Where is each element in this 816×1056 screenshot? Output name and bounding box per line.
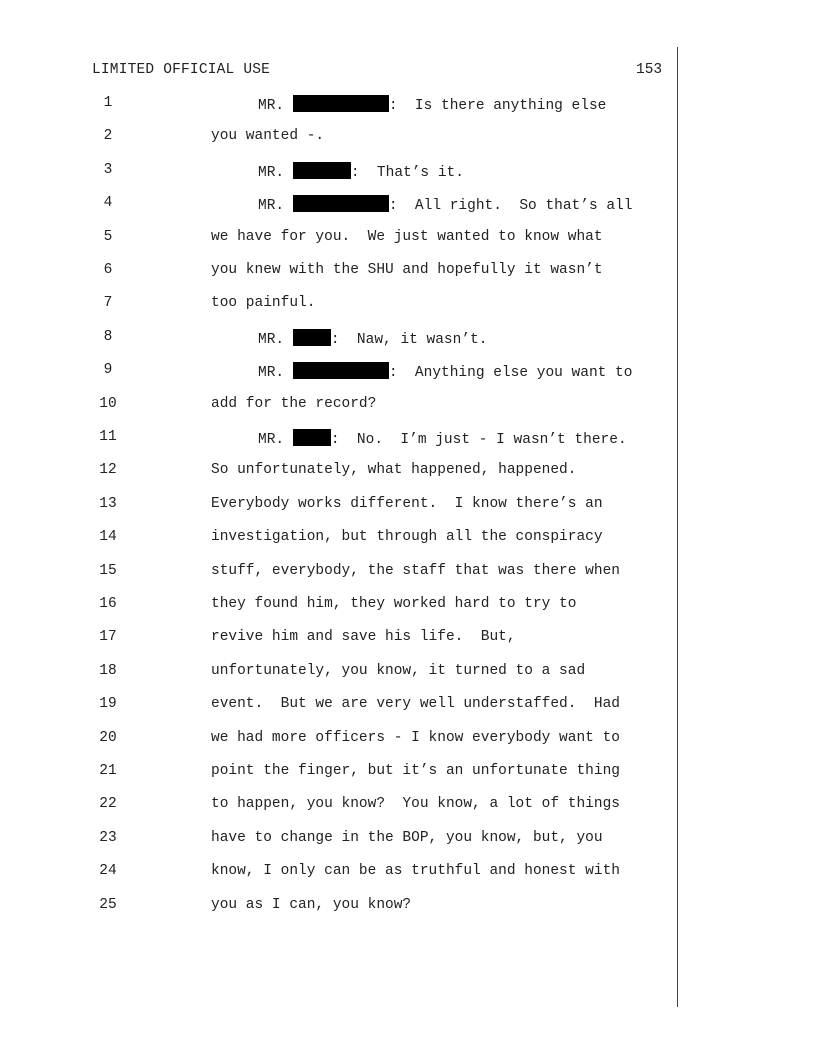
line-number: 17 bbox=[99, 629, 117, 646]
speaker-text: : Naw, it wasn’t. bbox=[330, 331, 488, 348]
transcript-line bbox=[0, 796, 680, 820]
transcript-line bbox=[0, 696, 680, 720]
speaker-prefix: MR. bbox=[258, 198, 293, 215]
speaker-prefix: MR. bbox=[258, 365, 293, 382]
speaker-line bbox=[258, 162, 464, 181]
line-text: investigation, but through all the conspiracy bbox=[211, 529, 603, 546]
transcript-line bbox=[0, 429, 680, 453]
line-number: 20 bbox=[99, 729, 117, 746]
redaction-box bbox=[293, 429, 331, 446]
transcript-line bbox=[0, 195, 680, 219]
line-number: 25 bbox=[99, 896, 117, 913]
line-number: 7 bbox=[103, 295, 113, 312]
line-text: have to change in the BOP, you know, but, you bbox=[211, 829, 603, 846]
transcript-line bbox=[0, 229, 680, 253]
line-number: 24 bbox=[99, 863, 117, 880]
transcript-line bbox=[0, 897, 680, 921]
transcript-line bbox=[0, 763, 680, 787]
speaker-prefix: MR. bbox=[258, 98, 293, 114]
speaker-prefix: MR. bbox=[258, 331, 293, 348]
line-text: know, I only can be as truthful and honest with bbox=[211, 863, 620, 880]
line-number: 16 bbox=[99, 596, 117, 612]
line-number: 11 bbox=[99, 429, 117, 445]
transcript-line bbox=[0, 396, 680, 420]
line-text: we have for you. We just wanted to know what bbox=[211, 228, 603, 245]
line-text: So unfortunately, what happened, happened. bbox=[211, 462, 577, 479]
line-text: you as I can, you know? bbox=[211, 896, 412, 913]
line-number: 22 bbox=[99, 796, 117, 813]
line-number: 3 bbox=[103, 161, 113, 178]
transcript-line bbox=[0, 496, 680, 520]
speaker-text: : Anything else you want to bbox=[388, 365, 633, 382]
transcript-line bbox=[0, 128, 680, 152]
line-text: revive him and save his life. But, bbox=[211, 629, 516, 646]
line-number: 6 bbox=[103, 262, 113, 278]
redaction-box bbox=[293, 95, 389, 112]
redaction-box bbox=[293, 362, 389, 379]
line-number: 21 bbox=[99, 763, 117, 779]
transcript-line bbox=[0, 629, 680, 653]
speaker-prefix: MR. bbox=[258, 432, 293, 448]
line-number: 19 bbox=[99, 696, 117, 713]
line-text: we had more officers - I know everybody want to bbox=[211, 729, 620, 746]
line-text: event. But we are very well understaffed. Had bbox=[211, 696, 620, 713]
line-text: too painful. bbox=[211, 295, 316, 312]
line-number: 23 bbox=[99, 829, 117, 846]
transcript-line bbox=[0, 730, 680, 754]
line-text: point the finger, but it’s an unfortunate thing bbox=[211, 763, 620, 779]
redaction-box bbox=[293, 162, 351, 179]
speaker-text: : No. I’m just - I wasn’t there. bbox=[330, 432, 627, 448]
line-number: 18 bbox=[99, 662, 117, 679]
line-number: 4 bbox=[103, 195, 113, 212]
transcript-line bbox=[0, 529, 680, 553]
transcript-line bbox=[0, 863, 680, 887]
redaction-box bbox=[293, 195, 389, 212]
line-text: to happen, you know? You know, a lot of things bbox=[211, 796, 620, 813]
speaker-line bbox=[258, 195, 632, 214]
transcript-line bbox=[0, 462, 680, 486]
line-number: 9 bbox=[103, 362, 113, 379]
classification-header: LIMITED OFFICIAL USE bbox=[92, 62, 271, 78]
line-number: 10 bbox=[99, 395, 117, 412]
line-text: unfortunately, you know, it turned to a sad bbox=[211, 662, 586, 679]
redaction-box bbox=[293, 329, 331, 346]
transcript-line bbox=[0, 295, 680, 319]
transcript-line bbox=[0, 162, 680, 186]
line-number: 13 bbox=[99, 495, 117, 512]
line-text: you wanted -. bbox=[211, 128, 325, 145]
speaker-text: : That’s it. bbox=[350, 164, 464, 181]
transcript-line bbox=[0, 329, 680, 353]
speaker-prefix: MR. bbox=[258, 164, 293, 181]
transcript-line bbox=[0, 262, 680, 286]
speaker-text: : Is there anything else bbox=[388, 98, 607, 114]
transcript-line bbox=[0, 663, 680, 687]
line-number: 12 bbox=[99, 462, 117, 479]
line-text: stuff, everybody, the staff that was there when bbox=[211, 562, 620, 579]
transcript-line bbox=[0, 563, 680, 587]
line-text: add for the record? bbox=[211, 395, 377, 412]
speaker-line bbox=[258, 95, 606, 114]
transcript-line bbox=[0, 95, 680, 119]
speaker-line bbox=[258, 362, 632, 381]
speaker-text: : All right. So that’s all bbox=[388, 198, 633, 215]
speaker-line bbox=[258, 329, 487, 348]
line-number: 8 bbox=[103, 328, 113, 345]
line-number: 14 bbox=[99, 529, 117, 546]
line-number: 15 bbox=[99, 562, 117, 579]
line-number: 5 bbox=[103, 228, 113, 245]
line-text: Everybody works different. I know there’s an bbox=[211, 495, 603, 512]
transcript-line bbox=[0, 596, 680, 620]
line-number: 1 bbox=[103, 95, 113, 111]
transcript-line bbox=[0, 362, 680, 386]
line-text: they found him, they worked hard to try to bbox=[211, 596, 577, 612]
line-number: 2 bbox=[103, 128, 113, 145]
transcript-line bbox=[0, 830, 680, 854]
page-number: 153 bbox=[636, 62, 663, 78]
speaker-line bbox=[258, 429, 627, 448]
line-text: you knew with the SHU and hopefully it wasn’t bbox=[211, 262, 603, 278]
